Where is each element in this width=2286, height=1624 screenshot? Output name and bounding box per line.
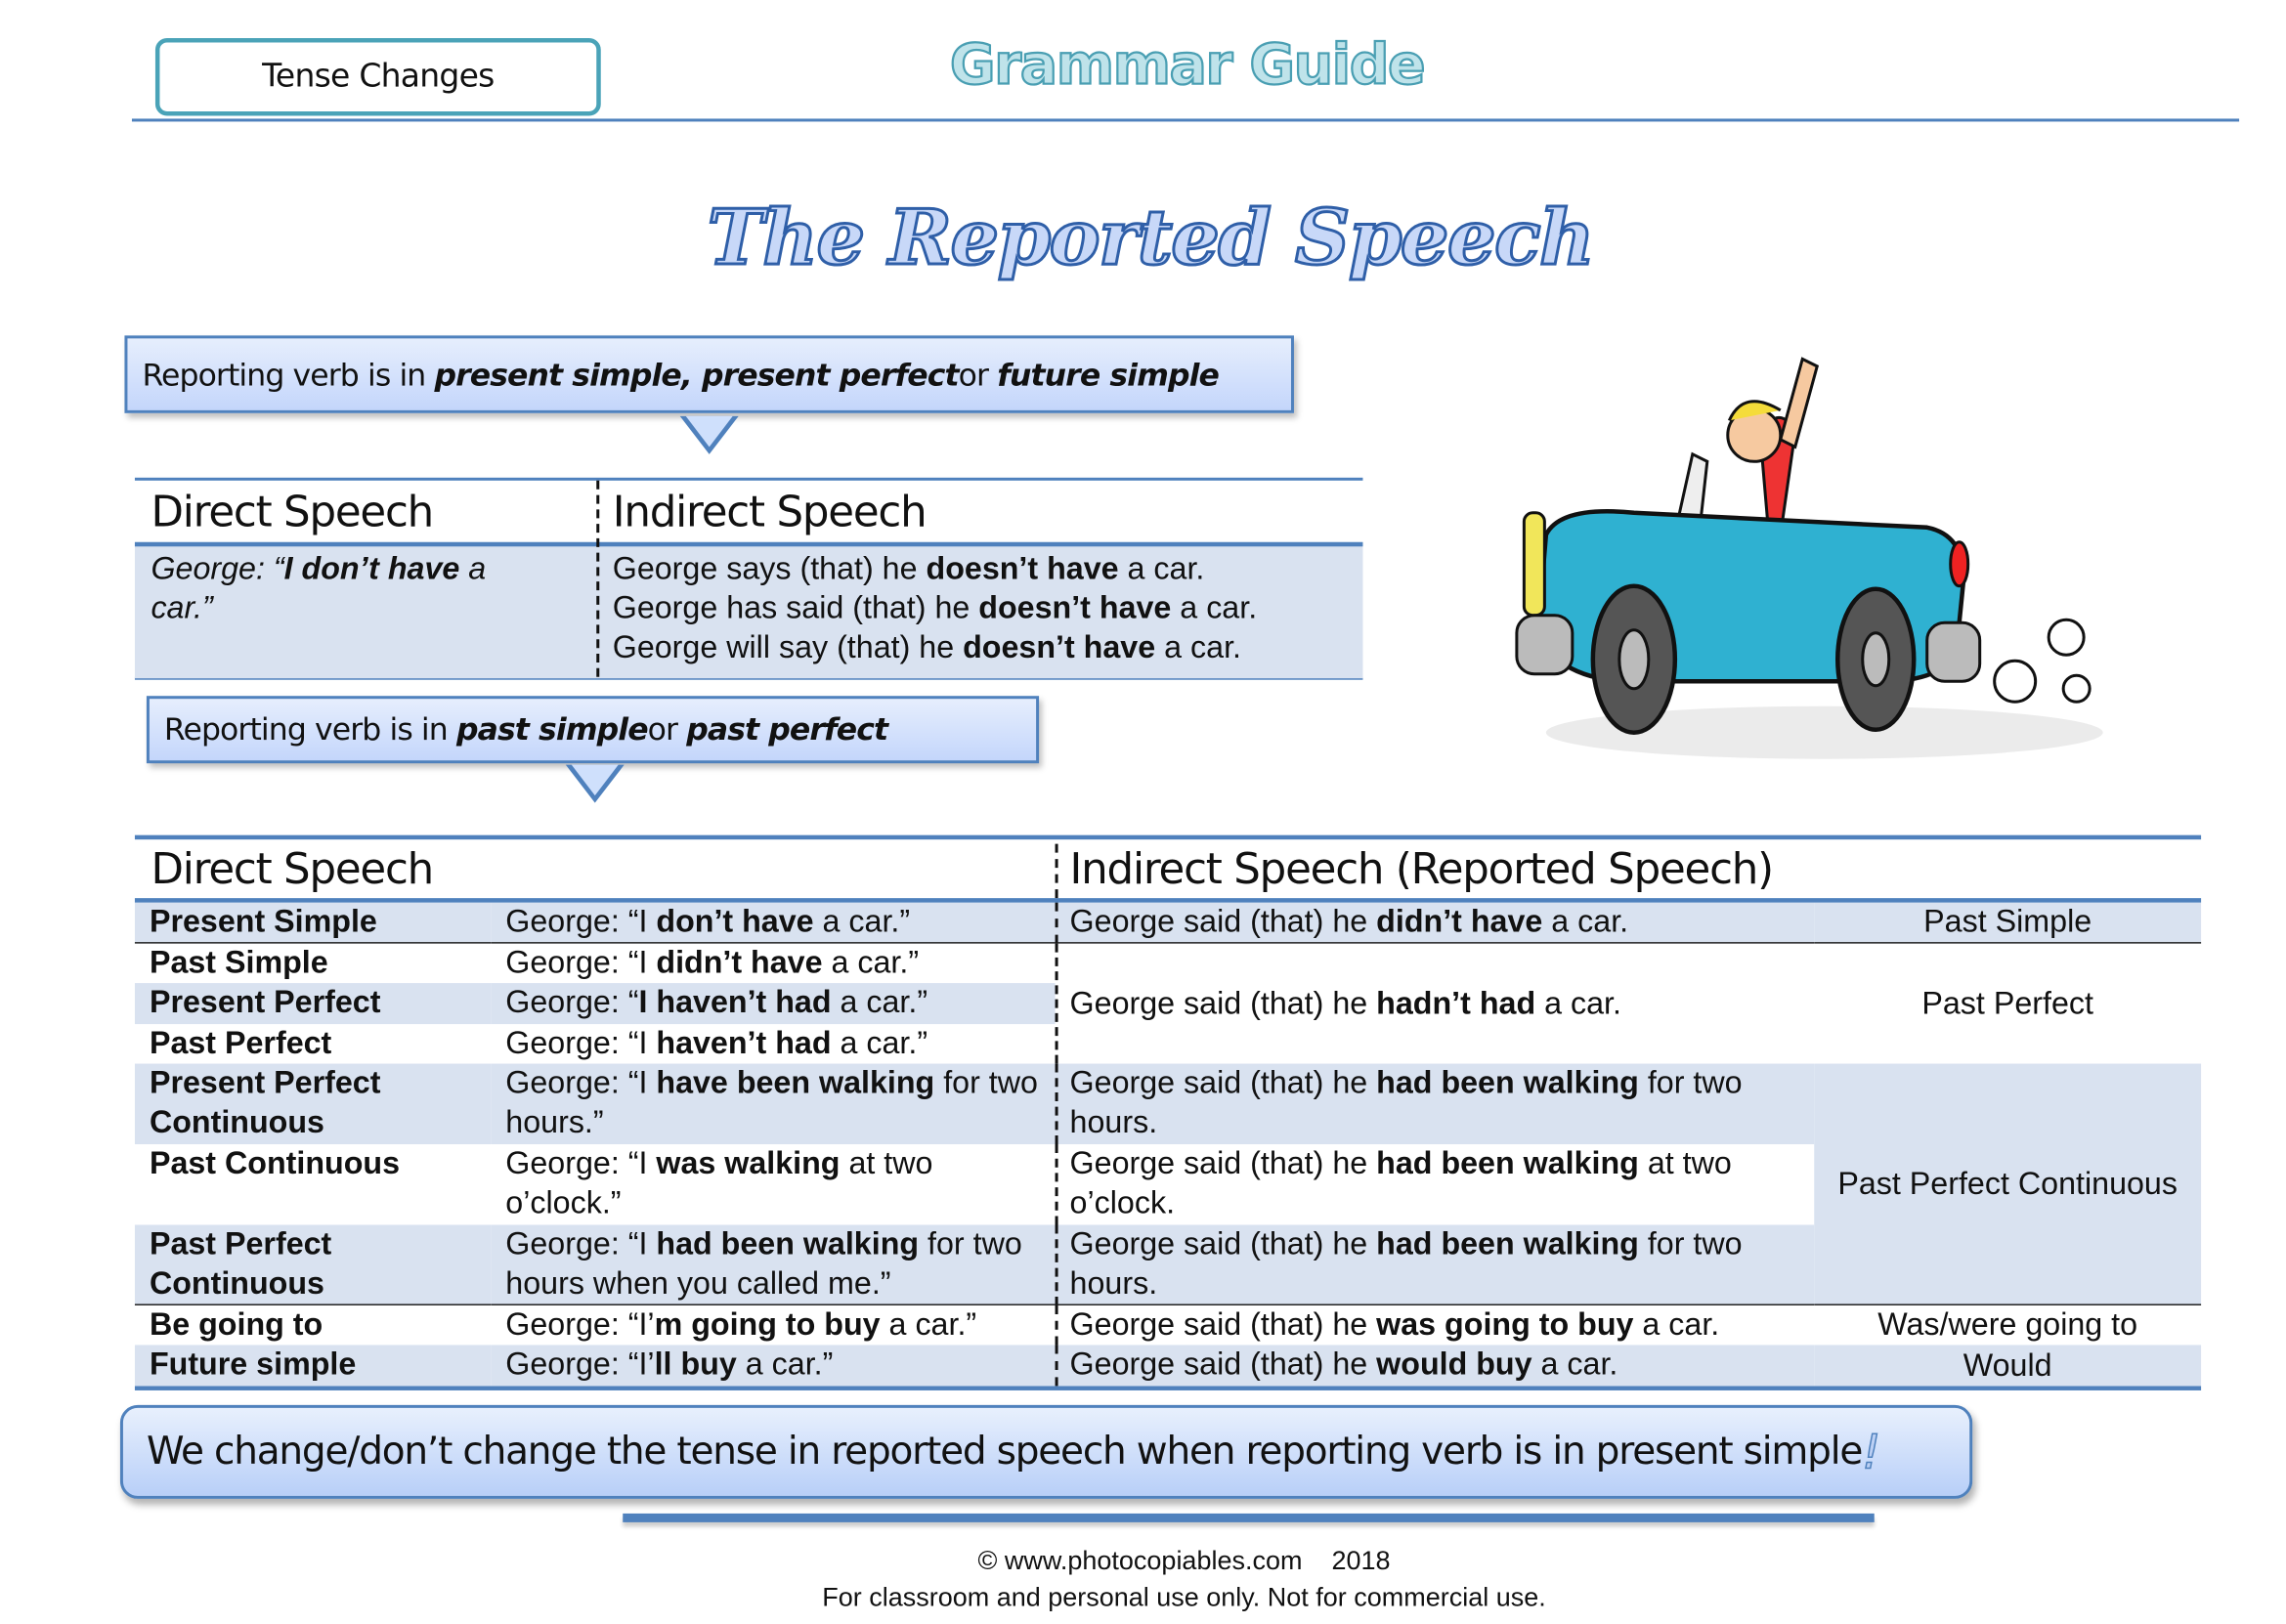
rule-emphasis: past perfect bbox=[686, 711, 888, 748]
copyright: © www.photocopiables.com 2018 bbox=[977, 1545, 1391, 1575]
topic-tag-label: Tense Changes bbox=[262, 58, 495, 96]
result-tense: Past Simple bbox=[1814, 903, 2201, 944]
indirect-cell: George said (that) he was going to buy a car. bbox=[1056, 1305, 1815, 1345]
direct-cell: George: “I was walking at two o’clock.” bbox=[505, 1145, 933, 1221]
indirect-cell: George said (that) he hadn’t had a car. bbox=[1056, 944, 1815, 1064]
direct-header: Direct Speech bbox=[151, 843, 434, 894]
direct-cell: George: “I had been walking for two hours when you called me.” bbox=[491, 1224, 1055, 1304]
exercise-note bbox=[120, 1405, 1972, 1499]
tense-grid bbox=[135, 903, 2201, 1387]
tense-label: Past Continuous bbox=[149, 1145, 401, 1181]
arrow-down-icon bbox=[680, 416, 739, 454]
indirect-line: George says (that) he doesn’t have a car. bbox=[612, 550, 1205, 586]
exclamation-mark: ! bbox=[1862, 1424, 1880, 1480]
direct-cell: George: “I didn’t have a car.” bbox=[505, 945, 920, 981]
table-header bbox=[135, 839, 2201, 902]
direct-cell: George: “I haven’t had a car.” bbox=[505, 1025, 928, 1061]
direct-example: George: “I don’t have a car.” bbox=[151, 550, 487, 626]
note-text: We change/don’t change the tense in reported speech when reporting verb is in present simple bbox=[146, 1430, 1863, 1474]
rule-emphasis: present simple, present perfect bbox=[434, 357, 959, 393]
indirect-examples bbox=[613, 549, 1360, 667]
indirect-line: George will say (that) he doesn’t have a car. bbox=[612, 629, 1241, 665]
tense-label: Past Simple bbox=[149, 945, 328, 981]
present-table bbox=[135, 478, 1362, 680]
topic-tag bbox=[155, 38, 601, 115]
direct-cell: George: “I’m going to buy a car.” bbox=[505, 1306, 977, 1343]
result-tense: Past Perfect Continuous bbox=[1814, 1064, 2201, 1305]
indirect-cell: George said (that) he had been walking for two hours. bbox=[1056, 1224, 1815, 1304]
arrow-down-icon bbox=[566, 765, 625, 803]
indirect-header: Indirect Speech bbox=[612, 486, 927, 536]
rule-text: or bbox=[647, 711, 678, 748]
indirect-cell: George said (that) he didn’t have a car. bbox=[1056, 903, 1815, 944]
result-tense: Would bbox=[1814, 1345, 2201, 1386]
tense-label: Present Perfect Continuous bbox=[135, 1064, 491, 1144]
brand-title: Grammar Guide bbox=[949, 31, 1425, 97]
tense-label: Present Perfect bbox=[135, 983, 491, 1024]
direct-cell: George: “I have been walking for two hours.” bbox=[491, 1064, 1055, 1144]
header-divider bbox=[132, 118, 2239, 121]
tense-label: Future simple bbox=[135, 1345, 491, 1386]
rule-box-past bbox=[147, 696, 1039, 763]
tense-label: Be going to bbox=[149, 1306, 323, 1343]
direct-cell: George: “I haven’t had a car.” bbox=[491, 983, 1055, 1024]
tense-label: Past Perfect bbox=[149, 1025, 332, 1061]
rule-emphasis: past simple bbox=[455, 711, 648, 748]
indirect-cell: George said (that) he had been walking for two hours. bbox=[1056, 1064, 1815, 1144]
rule-text: Reporting verb is in bbox=[142, 357, 426, 393]
footer-divider bbox=[623, 1514, 1874, 1522]
rule-text: Reporting verb is in bbox=[163, 711, 448, 748]
direct-cell: George: “I don’t have a car.” bbox=[491, 903, 1055, 944]
direct-cell: George: “I’ll buy a car.” bbox=[491, 1345, 1055, 1386]
rule-text: or bbox=[958, 357, 989, 393]
indirect-line: George has said (that) he doesn’t have a car. bbox=[612, 590, 1258, 626]
tense-label: Present Simple bbox=[135, 903, 491, 944]
column-divider bbox=[596, 481, 599, 677]
result-tense: Was/were going to bbox=[1877, 1306, 2138, 1343]
car-driver-illustration bbox=[1502, 344, 2118, 769]
rule-emphasis: future simple bbox=[997, 357, 1219, 393]
usage-note: For classroom and personal use only. Not for commercial use. bbox=[822, 1582, 1546, 1612]
indirect-header: Indirect Speech (Reported Speech) bbox=[1056, 844, 1773, 898]
rule-box-present bbox=[124, 335, 1294, 412]
indirect-cell: George said (that) he had been walking at two o’clock. bbox=[1056, 1144, 1815, 1224]
page-title: The Reported Speech bbox=[707, 192, 1594, 283]
past-table bbox=[135, 835, 2201, 1390]
direct-header: Direct Speech bbox=[151, 486, 434, 536]
table-body bbox=[135, 542, 1362, 678]
indirect-cell: George said (that) he would buy a car. bbox=[1056, 1345, 1815, 1386]
result-tense: Past Perfect bbox=[1921, 985, 2093, 1021]
tense-label: Past Perfect Continuous bbox=[135, 1224, 491, 1304]
